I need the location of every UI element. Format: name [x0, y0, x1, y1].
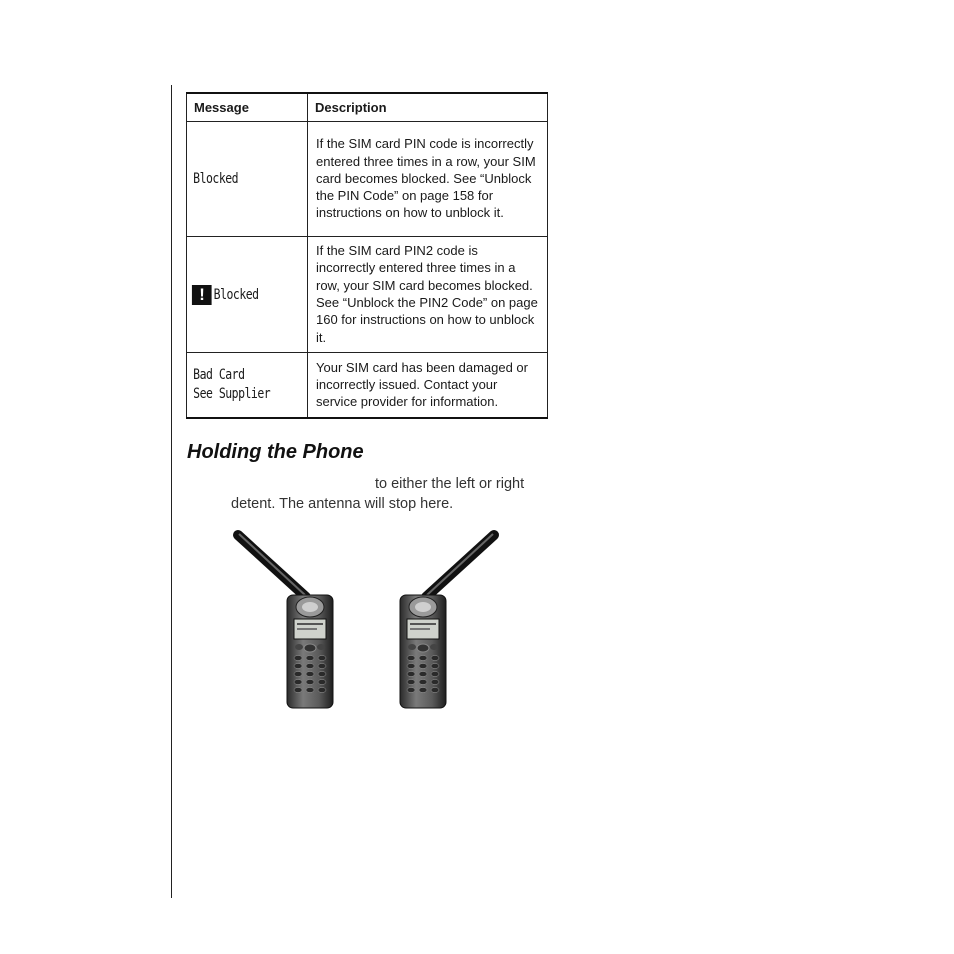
phones-illustration	[230, 525, 510, 715]
body-text-line2: detent. The antenna will stop here.	[231, 496, 454, 512]
table-header-row	[187, 93, 548, 122]
message-text: Blocked	[192, 170, 238, 187]
table-row	[187, 237, 548, 353]
section-title: Holding the Phone	[187, 441, 364, 463]
body-text-line1: to either the left or right	[375, 476, 525, 492]
column-header-description: Description	[308, 93, 548, 122]
message-text-line1: Bad Card	[192, 367, 245, 383]
column-header-message: Message	[187, 93, 308, 122]
message-cell	[187, 353, 286, 419]
alert-exclamation-icon: !	[191, 285, 211, 305]
message-cell	[187, 122, 286, 237]
description-cell: If the SIM card PIN2 code is incorrectly entered three times in a row, your SIM card becomes blocked. See “Unblock the PIN2 Code” on page 160 for instructions on how to unblock it.	[308, 237, 548, 353]
margin-rule	[171, 85, 172, 898]
message-cell	[187, 237, 286, 353]
phone-antenna-right-illustration	[400, 534, 494, 708]
description-cell: If the SIM card PIN code is incorrectly entered three times in a row, your SIM card becomes blocked. See “Unblock the PIN Code” on page 158 for instructions on how to unblock it.	[308, 122, 548, 237]
description-cell: Your SIM card has been damaged or incorrectly issued. Contact your service provider for information.	[308, 353, 548, 419]
message-table	[186, 92, 548, 419]
message-text-line2: See Supplier	[192, 386, 270, 402]
phone-antenna-left-illustration	[238, 534, 333, 708]
table-row	[187, 353, 548, 419]
message-text: Blocked	[213, 286, 259, 303]
table-row	[187, 122, 548, 237]
